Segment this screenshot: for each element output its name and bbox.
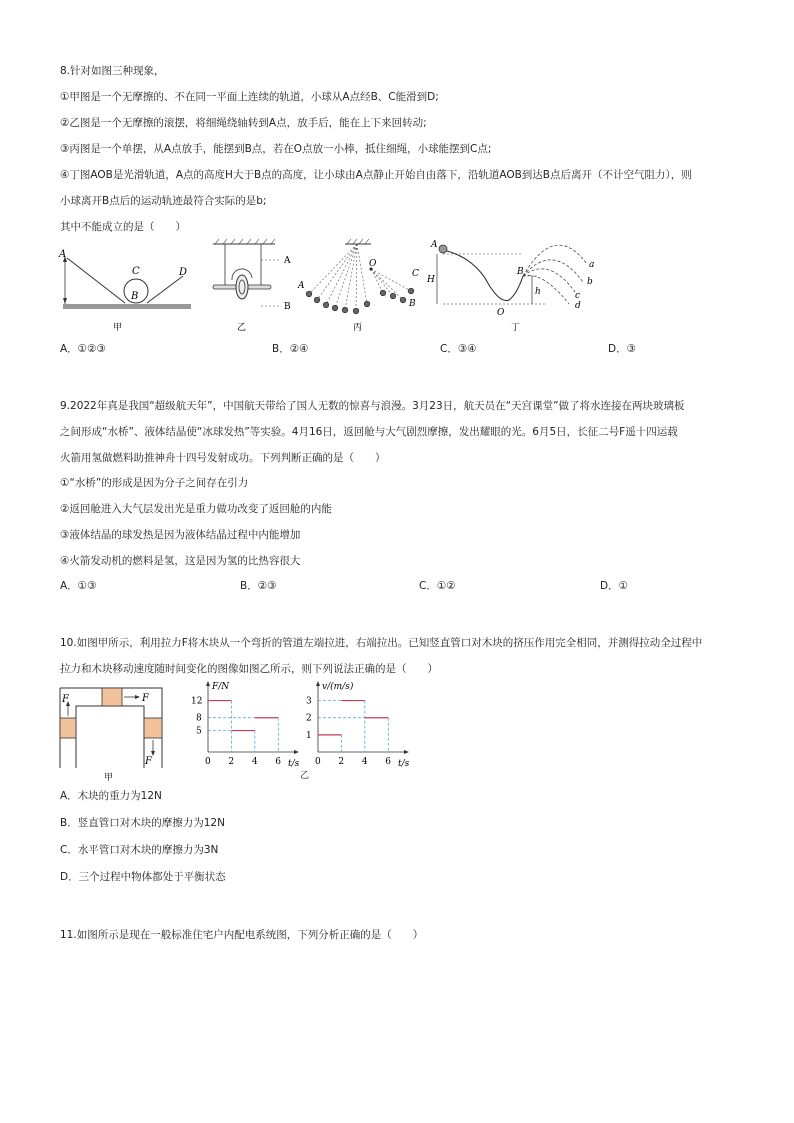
x-axis-arrow — [404, 750, 409, 754]
x-axis-label: t/s — [288, 759, 300, 769]
wheel — [236, 275, 248, 299]
label-A: A — [298, 281, 305, 291]
label-C: C — [132, 266, 140, 277]
q8-item-4: ④丁图AOB是光滑轨道，A点的高度H大于B点的高度，让小球由A点静止开始自由落下，沿轨道AOB到达B点后离开（不计空气阻力），则 — [60, 169, 692, 181]
q8-figure-jia — [55, 240, 205, 335]
label-a: a — [589, 260, 595, 270]
track-AOB — [443, 250, 523, 301]
caption-jia: 甲 — [113, 323, 123, 333]
label-B: B — [409, 299, 416, 309]
x-tick-label: 4 — [251, 757, 258, 767]
label-A: A — [284, 256, 291, 266]
q8-item-3: ③丙图是一个单摆，从A点放手，能摆到B点，若在O点放一小棒，抵住细绳，小球能摆到C点; — [60, 143, 492, 155]
label-O: O — [497, 308, 505, 318]
x-tick-label: 0 — [315, 757, 321, 767]
label-B: B — [284, 302, 291, 312]
label-h: h — [535, 287, 541, 297]
x-tick-label: 6 — [275, 757, 282, 767]
track-right — [147, 276, 183, 303]
q9-option-d[interactable]: D．① — [600, 580, 628, 592]
q8-option-d[interactable]: D．③ — [608, 343, 636, 355]
label-H: H — [427, 275, 435, 285]
q9-line-3: 火箭用氢做燃料助推神舟十四号发射成功。下列判断正确的是（ ） — [60, 452, 386, 464]
label-c: c — [575, 291, 581, 301]
pipe-inner — [76, 706, 144, 768]
pendulum-balls — [306, 288, 414, 314]
q10-line-2: 拉力和木块移动速度随时间变化的图像如图乙所示，则下列说法正确的是（ ） — [60, 663, 438, 675]
label-C: C — [412, 269, 419, 279]
caption-bing: 丙 — [353, 323, 363, 333]
label-D: D — [179, 267, 188, 278]
q9-option-c[interactable]: C．①② — [419, 580, 456, 592]
q9-line-2: 之间形成“水桥”、液体结晶使“冰球发热”等实验。4月16日，返回舱与大气剧烈摩擦，发出耀眼的光。6月5日，长征二号F遥十四运载 — [60, 426, 678, 438]
y-axis-label: v/(m/s) — [322, 682, 354, 692]
x-tick-label: 4 — [361, 757, 368, 767]
q9-option-b[interactable]: B．②③ — [240, 580, 277, 592]
q10-figure-jia — [56, 684, 168, 784]
q9-item-2: ②返回舱进入大气层发出光是重力做功改变了返回舱的内能 — [60, 503, 332, 515]
x-tick-label: 2 — [228, 757, 235, 767]
q9-item-4: ④火箭发动机的燃料是氢，这是因为氢的比热容很大 — [60, 555, 301, 567]
q10-option-a[interactable]: A．木块的重力为12N — [60, 790, 162, 802]
x-tick-label: 6 — [385, 757, 392, 767]
label-O: O — [369, 259, 377, 269]
q10-option-d[interactable]: D．三个过程中物体都处于平衡状态 — [60, 871, 226, 883]
q8-option-b[interactable]: B．②④ — [272, 343, 309, 355]
q8-figure-yi — [205, 236, 295, 336]
y-axis-label: F/N — [212, 682, 230, 692]
q8-item-4-cont: 小球离开B点后的运动轨迹最符合实际的是b; — [60, 195, 267, 207]
x-tick-label: 2 — [338, 757, 345, 767]
y-tick-label: 5 — [196, 726, 202, 737]
ceiling-hatch — [347, 239, 369, 244]
pendulum-strings — [309, 244, 411, 311]
label-F-left: F — [62, 694, 69, 705]
q11-stem: 11.如图所示是现在一般标准住宅户内配电系统图，下列分析正确的是（ ） — [60, 929, 424, 941]
caption-ding: 丁 — [511, 323, 521, 333]
q10-option-b[interactable]: B．竖直管口对木块的摩擦力为12N — [60, 817, 225, 829]
chart-force-time — [186, 680, 301, 770]
label-A: A — [59, 249, 67, 260]
label-B: B — [517, 267, 524, 277]
x-axis-label: t/s — [398, 759, 410, 769]
ball — [439, 245, 447, 253]
chart-velocity-time — [296, 680, 426, 770]
q8-item-2: ②乙图是一个无摩擦的滚摆，将细绳绕轴转到A点，放手后，能在上下来回转动; — [60, 117, 427, 129]
block-top — [102, 688, 122, 706]
y-tick-label: 8 — [196, 713, 202, 724]
q8-item-1: ①甲图是一个无摩擦的、不在同一平面上连续的轨道，小球从A点经B、C能滑到D; — [60, 91, 439, 103]
y-tick-label: 1 — [306, 730, 312, 741]
q8-option-c[interactable]: C．③④ — [440, 343, 477, 355]
y-tick-label: 12 — [191, 696, 203, 707]
label-d: d — [575, 301, 581, 311]
q8-figure-ding — [425, 236, 600, 336]
y-axis-arrow — [316, 681, 320, 686]
q8-question: 其中不能成立的是（ ） — [60, 221, 186, 233]
caption-yi: 乙 — [237, 323, 247, 333]
caption-yi: 乙 — [300, 771, 310, 781]
track-left — [67, 258, 125, 303]
q8-option-a[interactable]: A．①②③ — [60, 343, 106, 355]
y-tick-label: 2 — [306, 713, 312, 724]
q9-item-3: ③液体结晶的球发热是因为液体结晶过程中内能增加 — [60, 529, 301, 541]
q8-stem: 8.针对如图三种现象， — [60, 65, 165, 77]
y-tick-label: 3 — [306, 696, 312, 707]
ceiling-hatch — [215, 239, 275, 244]
q8-figure-bing — [295, 236, 425, 336]
q9-option-a[interactable]: A．①③ — [60, 580, 97, 592]
y-axis-arrow — [206, 681, 210, 686]
arrow-head-down — [63, 298, 67, 304]
ground — [63, 304, 191, 309]
caption-jia: 甲 — [104, 773, 114, 783]
q10-option-c[interactable]: C．水平管口对木块的摩擦力为3N — [60, 844, 219, 856]
label-F-top: F — [142, 693, 149, 704]
block-right — [144, 718, 162, 738]
x-tick-label: 0 — [205, 757, 211, 767]
q9-line-1: 9.2022年真是我国“超级航天年”，中国航天带给了国人无数的惊喜与浪漫。3月23日，航天员在“天宫课堂”做了将水连接在两块玻璃板 — [60, 400, 685, 412]
label-B: B — [131, 291, 139, 302]
label-A: A — [431, 240, 438, 250]
label-F-right: F — [145, 756, 152, 767]
label-b: b — [587, 277, 593, 287]
block-left — [60, 718, 76, 738]
q9-item-1: ①“水桥”的形成是因为分子之间存在引力 — [60, 477, 249, 489]
q10-line-1: 10.如图甲所示，利用拉力F将木块从一个弯折的管道左端拉进，右端拉出。已知竖直管口对木块的挤压作用完全相同，并测得拉动全过程中 — [60, 637, 703, 649]
